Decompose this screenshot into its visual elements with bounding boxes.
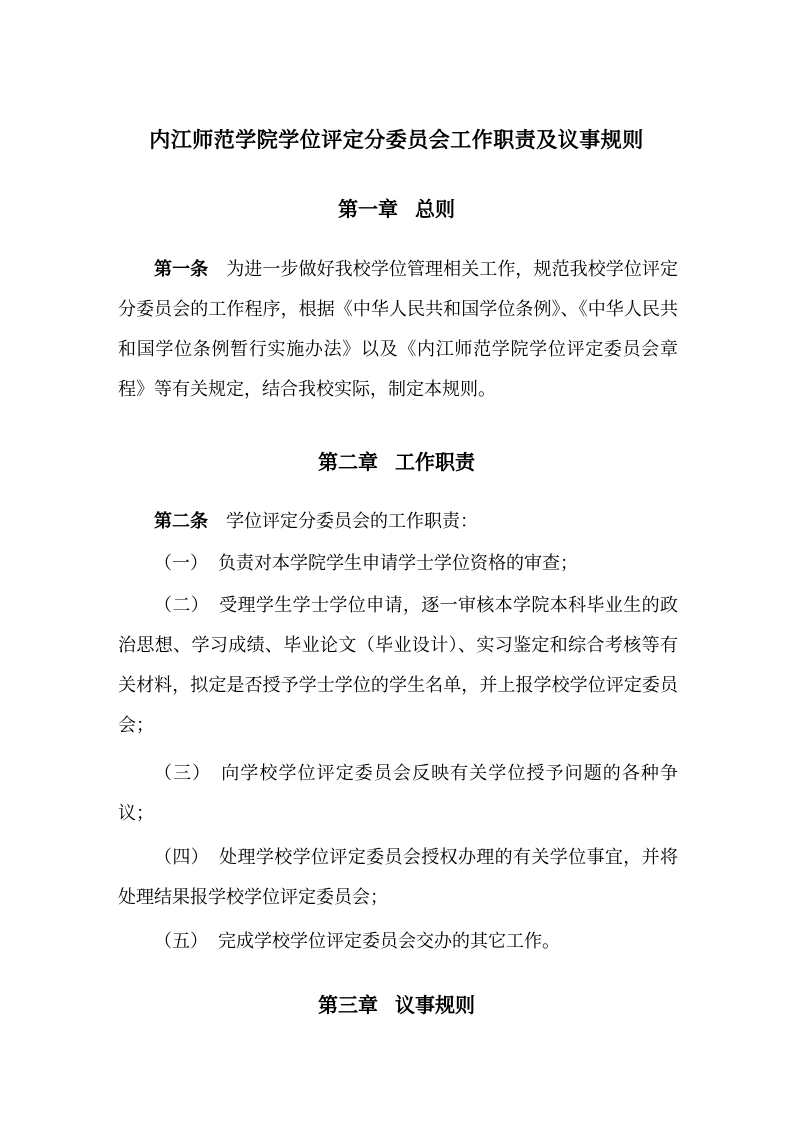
list-item-1-text: 负责对本学院学生申请学士学位资格的审查； [218,553,578,574]
document-title: 内江师范学院学位评定分委员会工作职责及议事规则 [149,128,644,152]
list-item-2-text: 受理学生学士学位申请，逐一审核本学院本科毕业生的政治思想、学习成绩、毕业论文（毕业设计）、实习鉴定和综合考核等有关材料，拟定是否授予学士学位的学生名单，并上报学校学位评定委员会； [118,595,679,736]
list-item-4 [118,838,678,918]
list-item-5-marker: （五） [154,931,208,952]
list-item-5-text: 完成学校学位评定委员会交办的其它工作。 [218,931,560,952]
chapter-heading-3: 第三章 议事规则 [318,993,475,1017]
list-item-3-text: 向学校学位评定委员会反映有关学位授予问题的各种争议； [118,763,679,824]
list-item-1 [118,544,678,584]
list-item-5 [118,922,678,962]
list-item-4-marker: （四） [154,847,210,868]
article-2-label: 第二条 [154,511,208,532]
list-item-4-text: 处理学校学位评定委员会授权办理的有关学位事宜，并将处理结果报学校学位评定委员会； [118,847,679,908]
article-1 [118,250,678,410]
article-1-text: 为进一步做好我校学位管理相关工作，规范我校学位评定分委员会的工作程序，根据《中华人民共和国学位条例》、《中华人民共和国学位条例暂行实施办法》以及《内江师范学院学位评定委员会章程》等有关规定，结合我校实际，制定本规则。 [118,259,679,400]
article-2-text: 学位评定分委员会的工作职责： [226,511,478,532]
list-item-1-marker: （一） [154,553,208,574]
chapter-heading-1: 第一章 总则 [338,197,455,221]
article-1-label: 第一条 [154,259,209,280]
list-item-2 [118,586,678,746]
list-item-3 [118,754,678,834]
list-item-2-marker: （二） [154,595,210,616]
chapter-heading-2: 第二章 工作职责 [318,450,475,474]
list-item-3-marker: （三） [154,763,212,784]
article-2 [118,502,678,542]
